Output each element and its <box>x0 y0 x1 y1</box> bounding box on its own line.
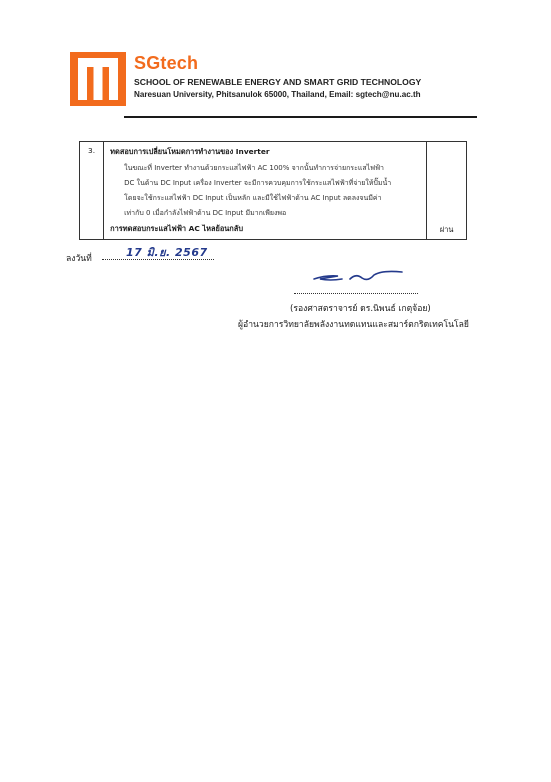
test-results-table <box>79 141 467 240</box>
school-address: Naresuan University, Phitsanulok 65000, Thailand, Email: sgtech@nu.ac.th <box>134 90 421 99</box>
description-line: โดยจะใช้กระแสไฟฟ้า DC Input เป็นหลัก และมีใช้ไฟฟ้าด้าน AC Input ลดลงจนมีค่า <box>124 194 382 202</box>
letterhead-divider <box>124 116 477 118</box>
description-line: DC ในด้าน DC Input เครื่อง Inverter จะมีการควบคุมการใช้กระแสไฟฟ้าที่จ่ายให้ปั๊มน้ำ <box>124 179 392 187</box>
date-label: ลงวันที่ <box>66 254 92 264</box>
description-line: เท่ากับ 0 เมื่อกำลังไฟฟ้าด้าน DC Input มีมากเพียงพอ <box>124 209 287 217</box>
handwritten-date: 17 มิ.ย. 2567 <box>126 246 208 259</box>
sgtech-logo <box>70 52 126 106</box>
school-name: SCHOOL OF RENEWABLE ENERGY AND SMART GRID TECHNOLOGY <box>134 77 422 87</box>
test-result: ผ่าน <box>427 142 467 240</box>
row-description-cell <box>104 142 427 240</box>
signer-position: ผู้อำนวยการวิทยาลัยพลังงานทดแทนและสมาร์ตกริดเทคโนโลยี <box>238 320 469 330</box>
description-line: ในขณะที่ Inverter ทำงานด้วยกระแสไฟฟ้า AC 100% จากนั้นทำการจ่ายกระแสไฟฟ้า <box>124 164 384 172</box>
signature-dotted-line <box>294 293 418 294</box>
test-title: ทดสอบการเปลี่ยนโหมดการทำงานของ Inverter <box>110 147 270 156</box>
signer-name: (รองศาสตราจารย์ ดร.นิพนธ์ เกตุจ้อย) <box>290 304 431 314</box>
test-description <box>110 161 420 221</box>
row-number: 3. <box>80 142 104 240</box>
brand-name: SGtech <box>134 53 199 73</box>
table-row <box>80 142 467 240</box>
next-test-title: การทดสอบกระแสไฟฟ้า AC ไหลย้อนกลับ <box>110 224 244 233</box>
handwritten-signature <box>312 267 404 287</box>
